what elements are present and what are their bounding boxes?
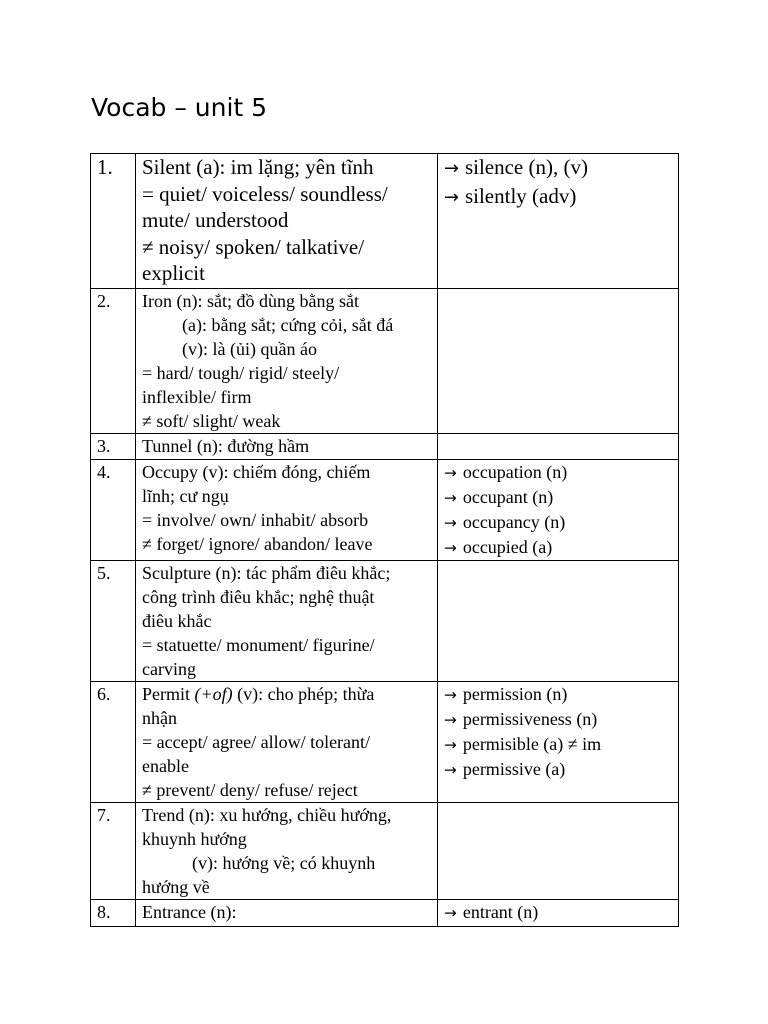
definition-tail: (v): cho phép; thừa [232, 684, 375, 704]
table-row [91, 460, 679, 561]
document-title: Vocab – unit 5 [91, 93, 268, 122]
definition-line: ≠ forget/ ignore/ abandon/ leave [142, 534, 373, 554]
definition-line: inflexible/ firm [142, 387, 252, 407]
definition-line: công trình điêu khắc; nghệ thuật [142, 587, 375, 607]
derivatives-cell [438, 460, 679, 561]
derivative-item [444, 732, 672, 757]
definition-cell [136, 900, 438, 927]
derivative-text: permisible (a) ≠ im [462, 734, 602, 754]
arrow-right-icon: → [444, 514, 457, 532]
arrow-right-icon: → [444, 186, 459, 208]
derivative-text: permission (n) [462, 684, 568, 704]
definition-line: Trend (n): xu hướng, chiều hướng, [142, 805, 392, 825]
definition-cell [136, 682, 438, 803]
derivative-item [444, 460, 672, 485]
definition-line: Silent (a): im lặng; yên tĩnh [142, 155, 374, 179]
definition-line: nhận [142, 708, 177, 728]
arrow-right-icon: → [444, 686, 457, 704]
row-number: 5. [91, 561, 136, 682]
arrow-right-icon: → [444, 736, 457, 754]
derivatives-cell [438, 803, 679, 900]
definition-head: Permit [142, 684, 195, 704]
row-number: 6. [91, 682, 136, 803]
definition-cell [136, 154, 438, 289]
derivative-item [444, 535, 672, 560]
row-number: 3. [91, 434, 136, 460]
derivative-text: permissive (a) [462, 759, 566, 779]
derivative-item [444, 707, 672, 732]
arrow-right-icon: → [444, 761, 457, 779]
derivative-text: occupancy (n) [462, 512, 566, 532]
arrow-right-icon: → [444, 904, 457, 922]
derivative-text: occupation (n) [462, 462, 568, 482]
table-row [91, 803, 679, 900]
definition-line: = hard/ tough/ rigid/ steely/ [142, 363, 340, 383]
arrow-right-icon: → [444, 711, 457, 729]
row-number: 4. [91, 460, 136, 561]
derivative-item [444, 757, 672, 782]
definition-line: Occupy (v): chiếm đóng, chiếm [142, 462, 371, 482]
definition-line: ≠ noisy/ spoken/ talkative/ [142, 234, 365, 259]
definition-italic: (+of) [194, 684, 233, 704]
definition-line: ≠ prevent/ deny/ refuse/ reject [142, 780, 358, 800]
derivative-item [444, 485, 672, 510]
definition-line: Entrance (n): [142, 902, 237, 922]
table-row [91, 900, 679, 927]
arrow-right-icon: → [444, 489, 457, 507]
definition-cell [136, 803, 438, 900]
table-row [91, 682, 679, 803]
definition-line: điêu khắc [142, 611, 212, 631]
definition-line: Tunnel (n): đường hầm [142, 436, 310, 456]
definition-line: = involve/ own/ inhabit/ absorb [142, 510, 369, 530]
definition-line: Sculpture (n): tác phẩm điêu khắc; [142, 563, 391, 583]
definition-line: Iron (n): sắt; đồ dùng bằng sắt [142, 291, 359, 311]
derivative-text: silently (adv) [464, 183, 577, 208]
table-row [91, 289, 679, 434]
definition-line: khuynh hướng [142, 829, 247, 849]
derivative-item [444, 900, 672, 925]
definition-line: carving [142, 659, 196, 679]
arrow-right-icon: → [444, 464, 457, 482]
definition-line: hướng về [142, 877, 210, 897]
row-number: 7. [91, 803, 136, 900]
table-row [91, 434, 679, 460]
derivatives-cell [438, 900, 679, 927]
definition-line: enable [142, 756, 189, 776]
derivative-item [444, 183, 672, 212]
definition-line: explicit [142, 261, 205, 286]
derivative-text: entrant (n) [462, 902, 539, 922]
derivative-text: occupied (a) [462, 537, 553, 557]
definition-line: = statuette/ monument/ figurine/ [142, 635, 375, 655]
row-number: 2. [91, 289, 136, 434]
definition-line: ≠ soft/ slight/ weak [142, 411, 281, 431]
definition-cell [136, 289, 438, 434]
definition-cell [136, 561, 438, 682]
vocab-table [90, 153, 679, 927]
derivative-text: occupant (n) [462, 487, 554, 507]
table-row [91, 154, 679, 289]
definition-cell [136, 434, 438, 460]
definition-line: mute/ understood [142, 208, 289, 233]
row-number: 1. [91, 154, 136, 289]
definition-line: (v): là (ủi) quần áo [182, 339, 317, 359]
derivatives-cell [438, 434, 679, 460]
derivative-item [444, 154, 672, 183]
derivatives-cell [438, 561, 679, 682]
definition-line: lĩnh; cư ngụ [142, 486, 229, 506]
definition-line [142, 682, 431, 706]
derivative-item [444, 682, 672, 707]
derivative-text: silence (n), (v) [464, 155, 588, 179]
definition-line: (a): bằng sắt; cứng cỏi, sắt đá [182, 315, 394, 335]
derivative-item [444, 510, 672, 535]
derivatives-cell [438, 154, 679, 289]
table-row [91, 561, 679, 682]
derivatives-cell [438, 682, 679, 803]
derivative-text: permissiveness (n) [462, 709, 598, 729]
definition-cell [136, 460, 438, 561]
definition-line: = quiet/ voiceless/ soundless/ [142, 181, 388, 206]
derivatives-cell [438, 289, 679, 434]
definition-line: = accept/ agree/ allow/ tolerant/ [142, 732, 371, 752]
arrow-right-icon: → [444, 158, 459, 179]
arrow-right-icon: → [444, 539, 457, 557]
definition-line: (v): hướng về; có khuynh [192, 853, 376, 873]
row-number: 8. [91, 900, 136, 927]
